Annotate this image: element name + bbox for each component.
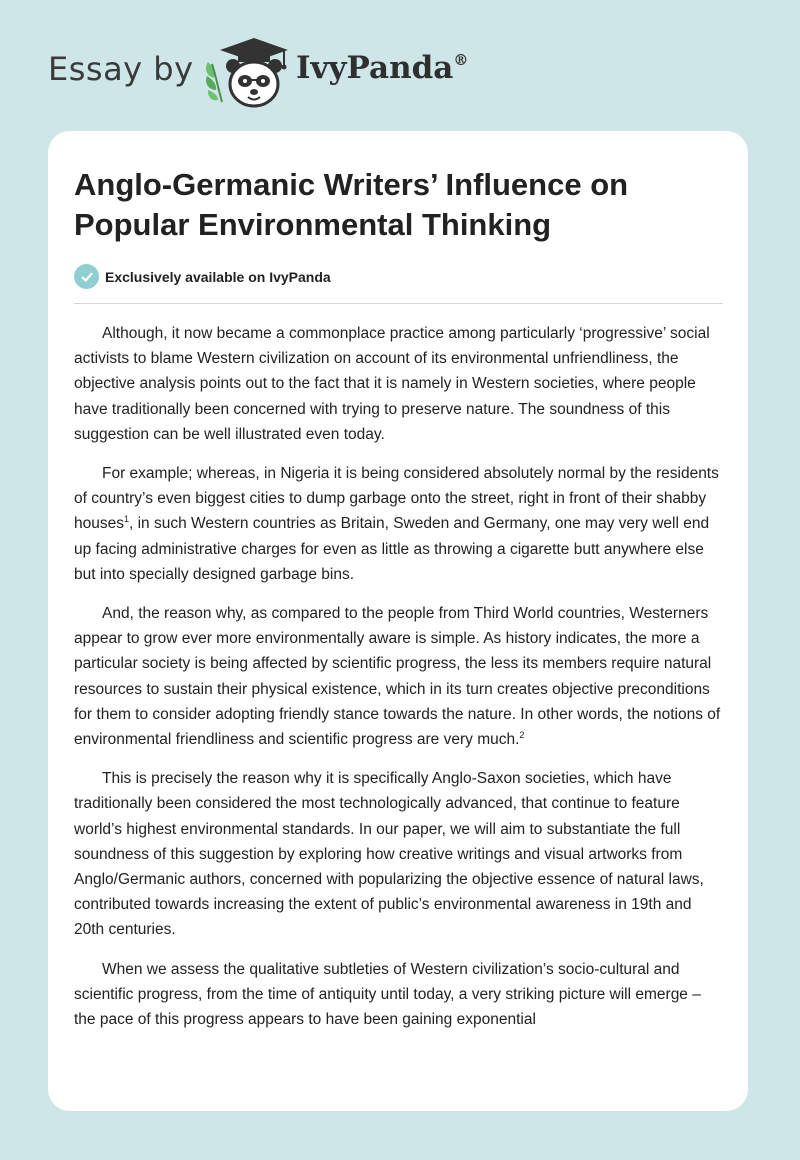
- divider: [74, 303, 723, 304]
- paragraph-text: And, the reason why, as compared to the people from Third World countries, Westerners appear to grow ever more environmentally aware is simple. As history indicates, the more a particular society is being affected by scientific progress, the less its members require natural resources to sustain their physical existence, which in its turn creates objective preconditions for them to consider adopting friendly stance towards the nature. In other words, the notions of environmental friendliness and scientific progress are very much.: [74, 605, 721, 749]
- footnote-ref[interactable]: 1: [123, 514, 129, 525]
- leaf-icon: [206, 62, 222, 102]
- brand-name[interactable]: [296, 50, 468, 86]
- footnote-ref[interactable]: 2: [519, 729, 525, 740]
- brand-name-text: IvyPanda: [296, 50, 454, 86]
- paragraph: When we assess the qualitative subtleties of Western civilization’s socio-cultural and scientific progress, from the time of antiquity until today, a very striking picture will emerge – the pace of this progress appears to have been gaining exponential: [74, 960, 701, 1029]
- essay-body: [74, 321, 724, 1046]
- essay-by-label: Essay by: [48, 50, 194, 88]
- badge-text: Exclusively available on IvyPanda: [105, 268, 331, 285]
- site-header: [0, 0, 800, 130]
- paragraph-text: , in such Western countries as Britain, Sweden and Germany, one may very well end up facing administrative charges for even as little as throwing a cigarette butt anywhere else but into specially designed garbage bins.: [74, 515, 710, 583]
- paragraph-text: For example; whereas, in Nigeria it is being considered absolutely normal by the residents of country’s even biggest cities to dump garbage onto the street, right in front of their shabby houses: [74, 465, 719, 533]
- paragraph: Although, it now became a commonplace practice among particularly ‘progressive’ social activists to blame Western civilization on account of its environmental unfriendliness, the objective analysis points out to the fact that it is namely in Western societies, where people have traditionally been concerned with trying to preserve nature. The soundness of this suggestion can be well illustrated even today.: [74, 325, 710, 443]
- registered-mark: ®: [453, 50, 469, 69]
- paragraph: [74, 601, 724, 752]
- exclusive-badge: [74, 264, 331, 289]
- paragraph: This is precisely the reason why it is specifically Anglo-Saxon societies, which have traditionally been considered the most technologically advanced, that continue to feature world’s highest environmental standards. In our paper, we will aim to substantiate the full soundness of this suggestion by exploring how creative writings and visual artworks from Anglo/Germanic authors, concerned with popularizing the objective essence of natural laws, contributed towards increasing the extent of public’s environmental awareness in 19th and 20th centuries.: [74, 770, 704, 939]
- essay-title: Anglo-Germanic Writers’ Influence on Popular Environmental Thinking: [74, 167, 629, 242]
- check-icon: [74, 264, 99, 289]
- paragraph: [74, 461, 724, 587]
- panda-graduate-icon[interactable]: [200, 36, 292, 110]
- essay-card: [48, 131, 748, 1111]
